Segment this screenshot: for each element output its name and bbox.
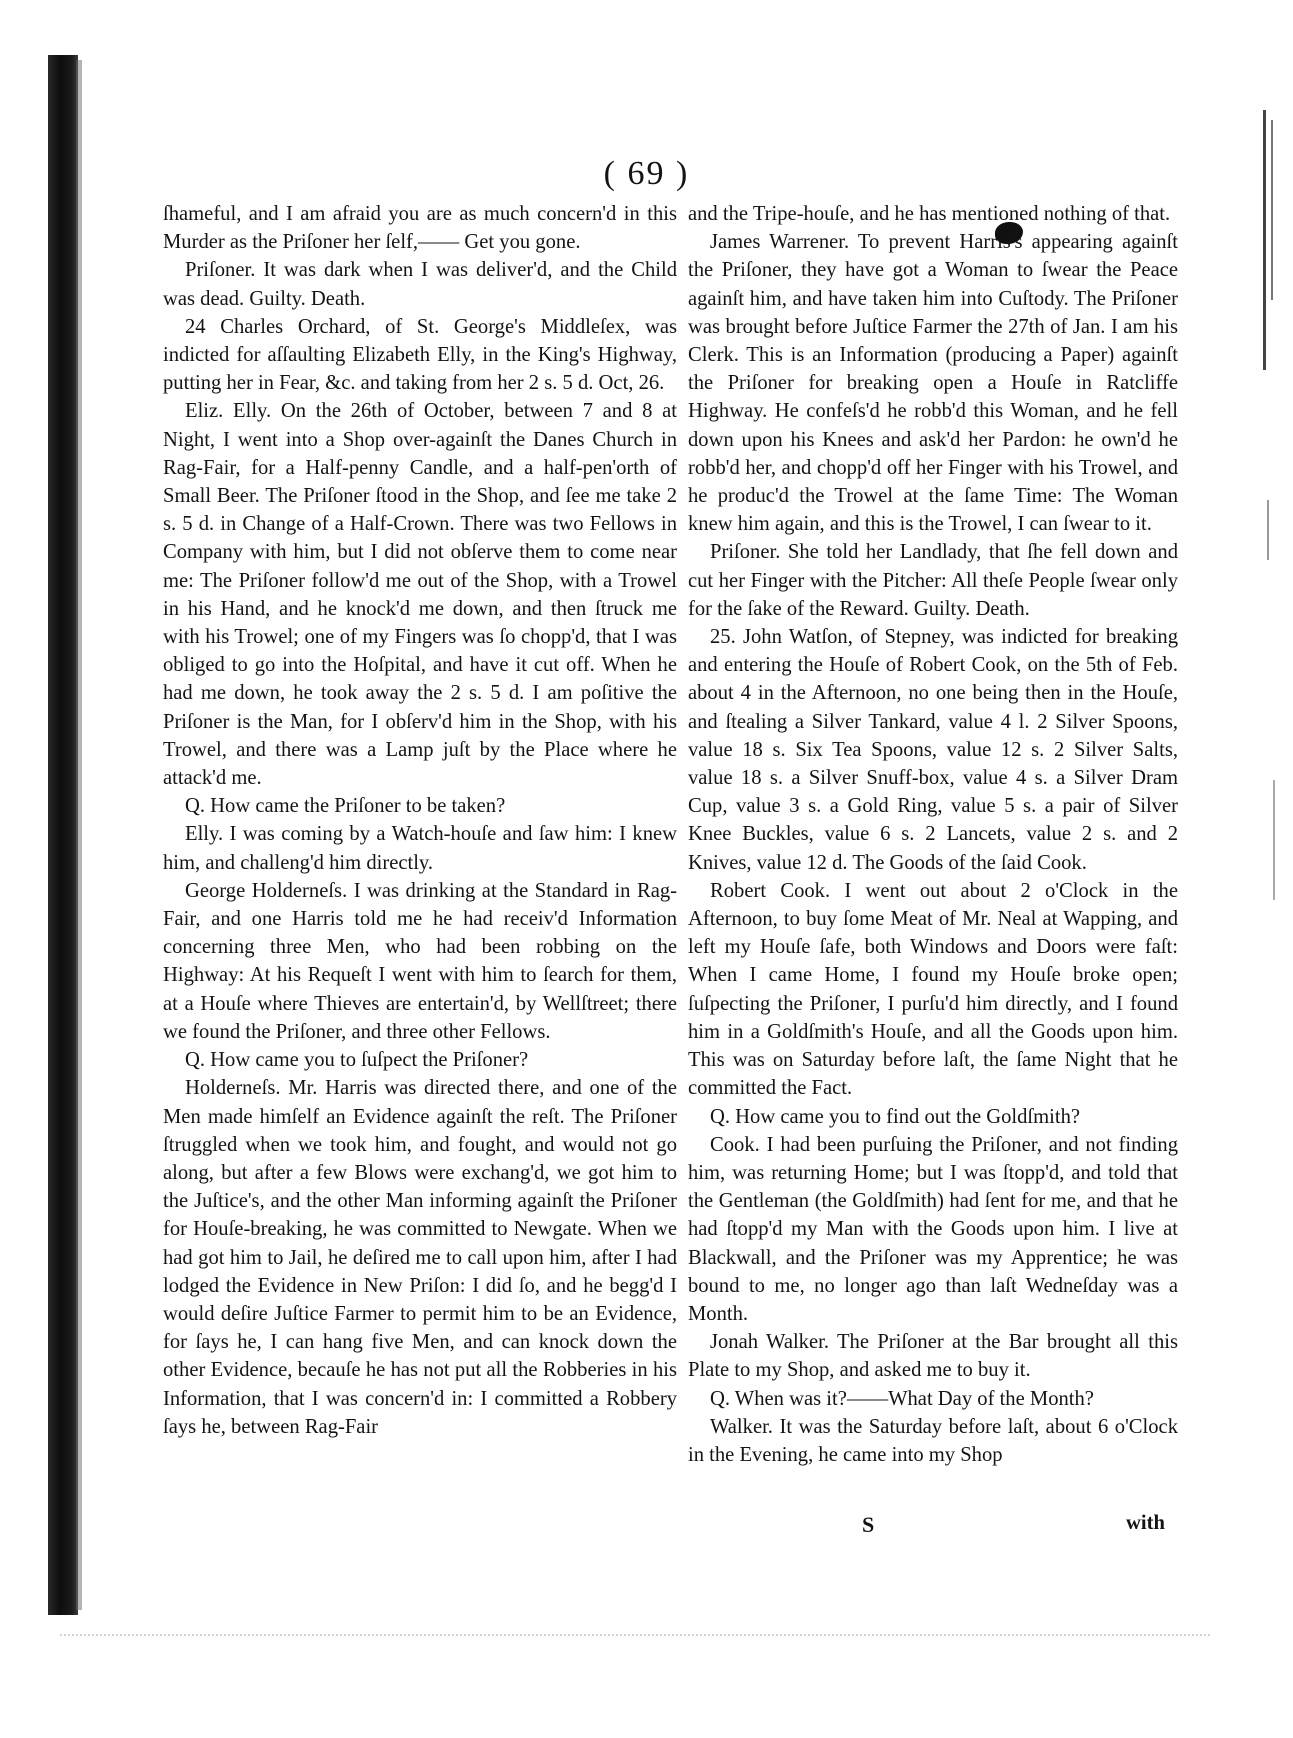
paragraph: Walker. It was the Saturday before laſt, about 6 o'Clock in the Evening, he came into my Shop xyxy=(688,1415,1178,1466)
paragraph: Priſoner. It was dark when I was deliver'd, and the Child was dead. Guilty. Death. xyxy=(163,259,677,310)
right-column xyxy=(688,200,1178,1469)
paragraph: 24 Charles Orchard, of St. George's Middleſex, was indicted for aſſaulting Elizabeth Elly, in the King's Highway, putting her in Fear, &c. and taking from her 2 s. 5 d. Oct, 26. xyxy=(163,315,677,395)
paragraph: Q. How came you to ſuſpect the Priſoner? xyxy=(185,1049,529,1072)
catchword: with xyxy=(1126,1512,1165,1534)
gutter-shadow xyxy=(48,55,78,1615)
paragraph: and the Tripe-houſe, and he has mentioned nothing of that. xyxy=(688,203,1171,225)
paragraph: Robert Cook. I went out about 2 o'Clock in the Afternoon, to buy ſome Meat of Mr. Neal at Wapping, and left my Houſe ſafe, both Windows and Doors were faſt: When I came Home, I found my Houſe broke open; ſuſpecting the Priſoner, I purſu'd him directly, and I found him in a Goldſmith's Houſe, and all the Goods upon him. This was on Saturday before laſt, the ſame Night that he committed the Fact. xyxy=(688,879,1178,1100)
paragraph: Q. How came you to find out the Goldſmith? xyxy=(710,1105,1081,1128)
paragraph: George Holderneſs. I was drinking at the Standard in Rag-Fair, and one Harris told me he had receiv'd Information concerning three Men, who had been robbing on the Highway: At his Requeſt I went with him to ſearch for them, at a Houſe where Thieves are entertain'd, by Wellſtreet; there we found the Priſoner, and three other Fellows. xyxy=(163,879,677,1043)
paragraph: Elly. I was coming by a Watch-houſe and ſaw him: I knew him, and challeng'd him directly. xyxy=(163,823,677,874)
page-number: ( 69 ) xyxy=(603,155,690,192)
paragraph: Jonah Walker. The Priſoner at the Bar brought all this Plate to my Shop, and asked me to buy it. xyxy=(688,1331,1178,1382)
signature-mark: S xyxy=(862,1512,875,1537)
book-gutter xyxy=(0,0,95,1738)
paragraph: Eliz. Elly. On the 26th of October, between 7 and 8 at Night, I went into a Shop over-againſt the Danes Church in Rag-Fair, for a Half-penny Candle, and a half-pen'orth of Small Beer. The Priſoner ſtood in the Shop, and ſee me take 2 s. 5 d. in Change of a Half-Crown. There was two Fellows in Company with him, but I did not obſerve them to come near me: The Priſoner follow'd me out of the Shop, with a Trowel in his Hand, and he knock'd me down, and then ſtruck me with his Trowel; one of my Fingers was ſo chopp'd, that I was obliged to go into the Hoſpital, and have it cut off. When he had me down, he took away the 2 s. 5 d. I am poſitive the Priſoner is the Man, for I obſerv'd him in the Shop, with his Trowel, and there was a Lamp juſt by the Place where he attack'd me. xyxy=(163,400,677,790)
scan-noise xyxy=(60,1620,1210,1636)
paragraph: Priſoner. She told her Landlady, that ſhe fell down and cut her Finger with the Pitcher: All theſe People ſwear only for the ſake of the Reward. Guilty. Death. xyxy=(688,541,1178,620)
paragraph: Q. When was it?——What Day of the Month? xyxy=(710,1387,1094,1410)
paragraph: James Warrener. To prevent Harris's appearing againſt the Priſoner, they have got a Woman to ſwear the Peace againſt him, and have taken him into Cuſtody. The Priſoner was brought before Juſtice Farmer the 27th of Jan. I am his Clerk. This is an Information (producing a Paper) againſt the Priſoner for breaking open a Houſe in Ratcliffe Highway. He confeſs'd he robb'd this Woman, and he fell down upon his Knees and ask'd her Pardon: he own'd he robb'd her, and chopp'd off her Finger with his Trowel, and he produc'd the Trowel at the ſame Time: The Woman knew him again, and this is the Trowel, I can ſwear to it. xyxy=(688,231,1178,536)
left-column xyxy=(163,200,677,1441)
paragraph: Q. How came the Priſoner to be taken? xyxy=(185,795,506,818)
gutter-edge xyxy=(76,60,82,1610)
paragraph: 25. John Watſon, of Stepney, was indicted for breaking and entering the Houſe of Robert Cook, on the 5th of Feb. about 4 in the Afternoon, no one being then in the Houſe, and ſtealing a Silver Tankard, value 4 l. 2 Silver Spoons, value 18 s. Six Tea Spoons, value 12 s. 2 Silver Salts, value 18 s. a Silver Snuff-box, value 4 s. a Silver Dram Cup, value 3 s. a Gold Ring, value 5 s. a pair of Silver Knee Buckles, value 6 s. 2 Lancets, value 2 s. and 2 Knives, value 12 d. The Goods of the ſaid Cook. xyxy=(688,626,1178,874)
paragraph: Holderneſs. Mr. Harris was directed there, and one of the Men made himſelf an Evidence againſt the reſt. The Priſoner ſtruggled when we took him, and fought, and would not go along, but after a few Blows were exchang'd, we got him to the Juſtice's, and the other Man informing againſt the Priſoner for Houſe-breaking, he was committed to Newgate. When we had got him to Jail, he deſired me to call upon him, after I had lodged the Evidence in New Priſon: I did ſo, and he begg'd I would deſire Juſtice Farmer to permit him to be an Evidence, for ſays he, I can hang five Men, and can knock down the other Evidence, becauſe he has not put all the Robberies in his Information, that I was concern'd in: I committed a Robbery ſays he, between Rag-Fair xyxy=(163,1077,677,1438)
paragraph: ſhameful, and I am afraid you are as much concern'd in this Murder as the Priſoner her ſelf,—— Get you gone. xyxy=(163,203,677,254)
paragraph: Cook. I had been purſuing the Priſoner, and not finding him, was returning Home; but I was ſtopp'd, and told that the Gentleman (the Goldſmith) had ſent for me, and that he had ſtopp'd my Man with the Goods upon him. I live at Blackwall, and the Priſoner was my Apprentice; he was bound to me, no longer ago than laſt Wedneſday was a Month. xyxy=(688,1133,1178,1325)
margin-scan-marks xyxy=(1243,80,1293,980)
